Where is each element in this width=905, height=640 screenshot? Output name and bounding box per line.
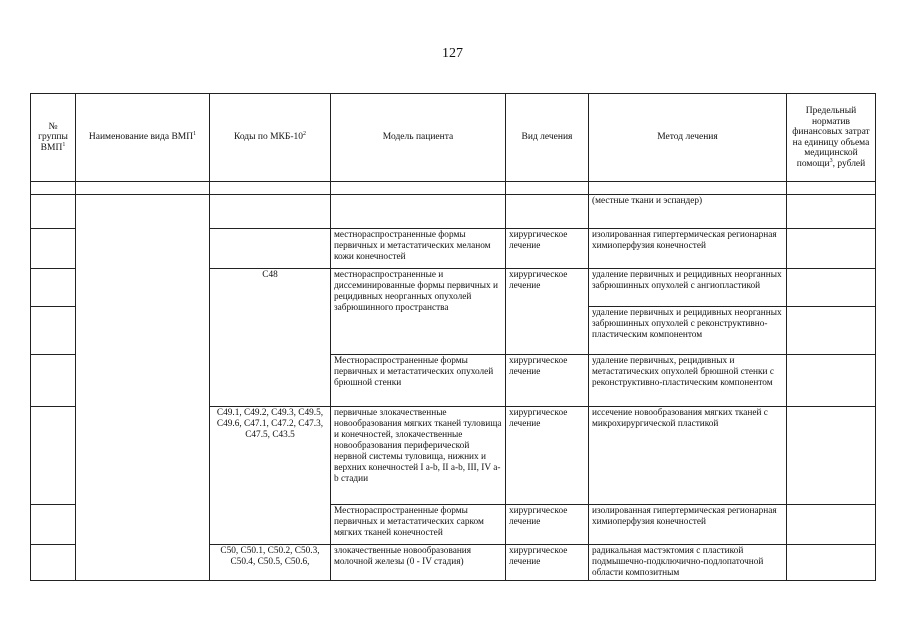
vmp-table xyxy=(30,93,876,581)
header-treatment-type: Вид лечения xyxy=(506,94,589,182)
cell-model: местнораспространенные формы первичных и метастатических меланом кожи конечностей xyxy=(331,229,506,269)
cell-treatment: хирургическое лечение xyxy=(506,355,589,407)
cell-treatment: хирургическое лечение xyxy=(506,229,589,269)
cell-treatment: хирургическое лечение xyxy=(506,407,589,505)
cell-codes xyxy=(210,195,331,229)
cell-model: Местнораспространенные формы первичных и метастатических сарком мягких тканей конечностей xyxy=(331,505,506,545)
cell-treatment xyxy=(506,195,589,229)
cell-group xyxy=(31,355,76,407)
header-treatment-method: Метод лечения xyxy=(589,94,787,182)
cell-cost xyxy=(787,307,876,355)
cell-codes: C48 xyxy=(210,269,331,407)
cell-cost xyxy=(787,505,876,545)
cell-method: удаление первичных и рецидивных неорганных забрюшинных опухолей с ангиопластикой xyxy=(589,269,787,307)
cell-model: местнораспространенные и диссеминированные формы первичных и рецидивных неорганных опухолей забрюшинного пространства xyxy=(331,269,506,355)
cell-group xyxy=(31,229,76,269)
header-icd-codes: Коды по МКБ-$10^2$ xyxy=(210,94,331,182)
cell-method: (местные ткани и эспандер) xyxy=(589,195,787,229)
cell-cost xyxy=(787,407,876,505)
cell-codes xyxy=(210,229,331,269)
cell-method: радикальная мастэктомия с пластикой подмышечно-подключично-подлопаточной области композитным xyxy=(589,545,787,581)
cell-cost xyxy=(787,545,876,581)
table-row xyxy=(31,195,876,229)
cell-cost xyxy=(787,229,876,269)
table-header-row xyxy=(31,94,876,182)
cell-vmp-name xyxy=(76,195,210,581)
cell-group xyxy=(31,505,76,545)
header-patient-model: Модель пациента xyxy=(331,94,506,182)
cell-model: Местнораспространенные формы первичных и метастатических опухолей брюшной стенки xyxy=(331,355,506,407)
cell-group xyxy=(31,307,76,355)
cell-codes: C50, C50.1, C50.2, C50.3, C50.4, C50.5, C50.6, xyxy=(210,545,331,581)
cell-method: изолированная гипертермическая регионарная химиоперфузия конечностей xyxy=(589,229,787,269)
header-cost-standard: Предельный норматив финансовых затрат на единицу объема медицинской помощи$^3$, рублей xyxy=(787,94,876,182)
cell-cost xyxy=(787,195,876,229)
cell-method: иссечение новообразования мягких тканей с микрохирургической пластикой xyxy=(589,407,787,505)
cell-group xyxy=(31,269,76,307)
cell-cost xyxy=(787,355,876,407)
header-vmp-name: Наименование вида ВМП$^1$ xyxy=(76,94,210,182)
cell-group xyxy=(31,407,76,505)
cell-group xyxy=(31,545,76,581)
cell-treatment: хирургическое лечение xyxy=(506,505,589,545)
cell-model xyxy=(331,195,506,229)
cell-treatment: хирургическое лечение xyxy=(506,269,589,355)
cell-treatment: хирургическое лечение xyxy=(506,545,589,581)
cell-model: первичные злокачественные новообразования мягких тканей туловища и конечностей, злокачественные новообразования периферической нервной системы туловища, нижних и верхних конечностей I a-b, II a-b, III, IV a-b стадии xyxy=(331,407,506,505)
cell-group xyxy=(31,195,76,229)
table-row-spacer xyxy=(31,182,876,195)
cell-method: удаление первичных и рецидивных неорганных забрюшинных опухолей с реконструктивно-пластическим компонентом xyxy=(589,307,787,355)
cell-model: злокачественные новообразования молочной железы (0 - IV стадия) xyxy=(331,545,506,581)
cell-codes: C49.1, C49.2, C49.3, C49.5, C49.6, C47.1, C47.2, C47.3, C47.5, C43.5 xyxy=(210,407,331,545)
cell-method: удаление первичных, рецидивных и метастатических опухолей брюшной стенки с реконструктивно-пластическим компонентом xyxy=(589,355,787,407)
page-number: 127 xyxy=(442,46,463,61)
cell-method: изолированная гипертермическая регионарная химиоперфузия конечностей xyxy=(589,505,787,545)
cell-cost xyxy=(787,269,876,307)
header-group-number: № группы ВМП$^1$ xyxy=(31,94,76,182)
